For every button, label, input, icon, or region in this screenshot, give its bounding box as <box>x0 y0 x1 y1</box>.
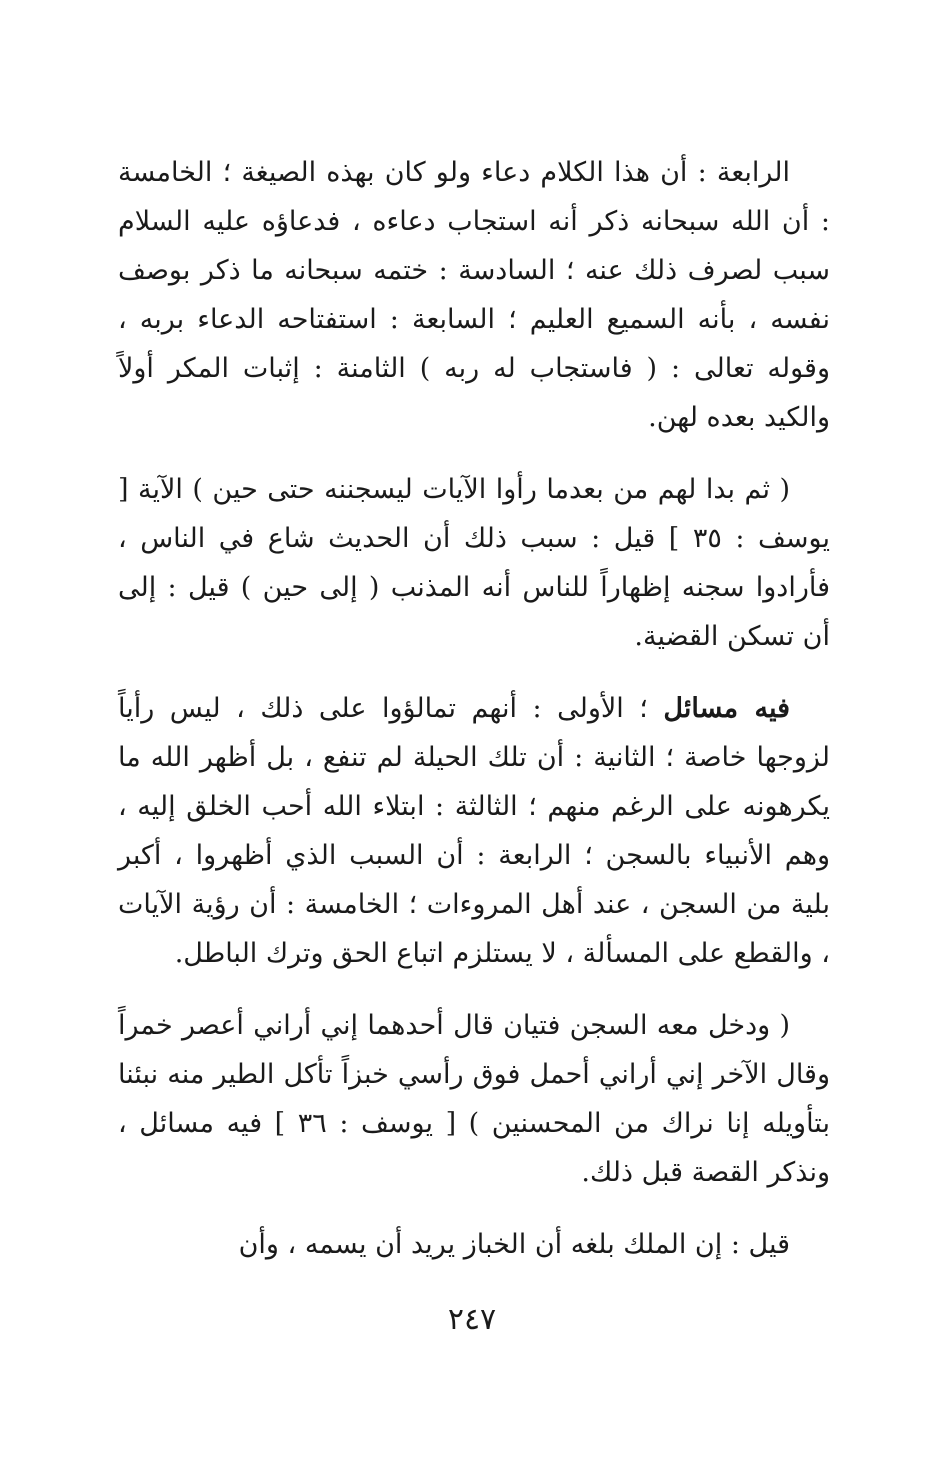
paragraph-2-text: ( ثم بدا لهم من بعدما رأوا الآيات ليسجننه حتى حين ) الآية [ يوسف : ٣٥ ] قيل : سبب ذلك أن الحديث شاع في الناس ، فأرادوا سجنه إظهاراً للناس أنه المذنب ( إلى حين ) قيل : إلى أن تسكن القضية. <box>118 474 830 652</box>
body-text <box>118 148 830 1292</box>
page-number: ٢٤٧ <box>447 1302 497 1337</box>
paragraph-1-text: الرابعة : أن هذا الكلام دعاء ولو كان بهذه الصيغة ؛ الخامسة : أن الله سبحانه ذكر أنه استجاب دعاءه ، فدعاؤه عليه السلام سبب لصرف ذلك عنه ؛ السادسة : ختمه سبحانه ما ذكر بوصف نفسه ، بأنه السميع العليم ؛ السابعة : استفتاحه الدعاء بربه ، وقوله تعالى : ( فاستجاب له ربه ) الثامنة : إثبات المكر أولاً والكيد بعده لهن. <box>118 157 830 433</box>
paragraph-2 <box>118 465 830 661</box>
paragraph-4-text: ( ودخل معه السجن فتيان قال أحدهما إني أراني أعصر خمراً وقال الآخر إني أراني أحمل فوق رأسي خبزاً تأكل الطير منه نبئنا بتأويله إنا نراك من المحسنين ) [ يوسف : ٣٦ ] فيه مسائل ، ونذكر القصة قبل ذلك. <box>118 1010 830 1188</box>
paragraph-4 <box>118 1001 830 1197</box>
paragraph-3-text: ؛ الأولى : أنهم تمالؤوا على ذلك ، ليس رأياً لزوجها خاصة ؛ الثانية : أن تلك الحيلة لم تنفع ، بل أظهر الله ما يكرهونه على الرغم منهم ؛ الثالثة : ابتلاء الله أحب الخلق إليه ، وهم الأنبياء بالسجن ؛ الرابعة : أن السبب الذي أظهروا ، أكبر بلية من السجن ، عند أهل المروءات ؛ الخامسة : أن رؤية الآيات ، والقطع على المسألة ، لا يستلزم اتباع الحق وترك الباطل. <box>118 693 830 969</box>
paragraph-5-text: قيل : إن الملك بلغه أن الخباز يريد أن يسمه ، وأن <box>238 1229 790 1260</box>
paragraph-3-lead: فيه مسائل <box>663 693 790 724</box>
paragraph-3 <box>118 684 830 978</box>
paragraph-5 <box>118 1220 830 1269</box>
paragraph-1 <box>118 148 830 442</box>
